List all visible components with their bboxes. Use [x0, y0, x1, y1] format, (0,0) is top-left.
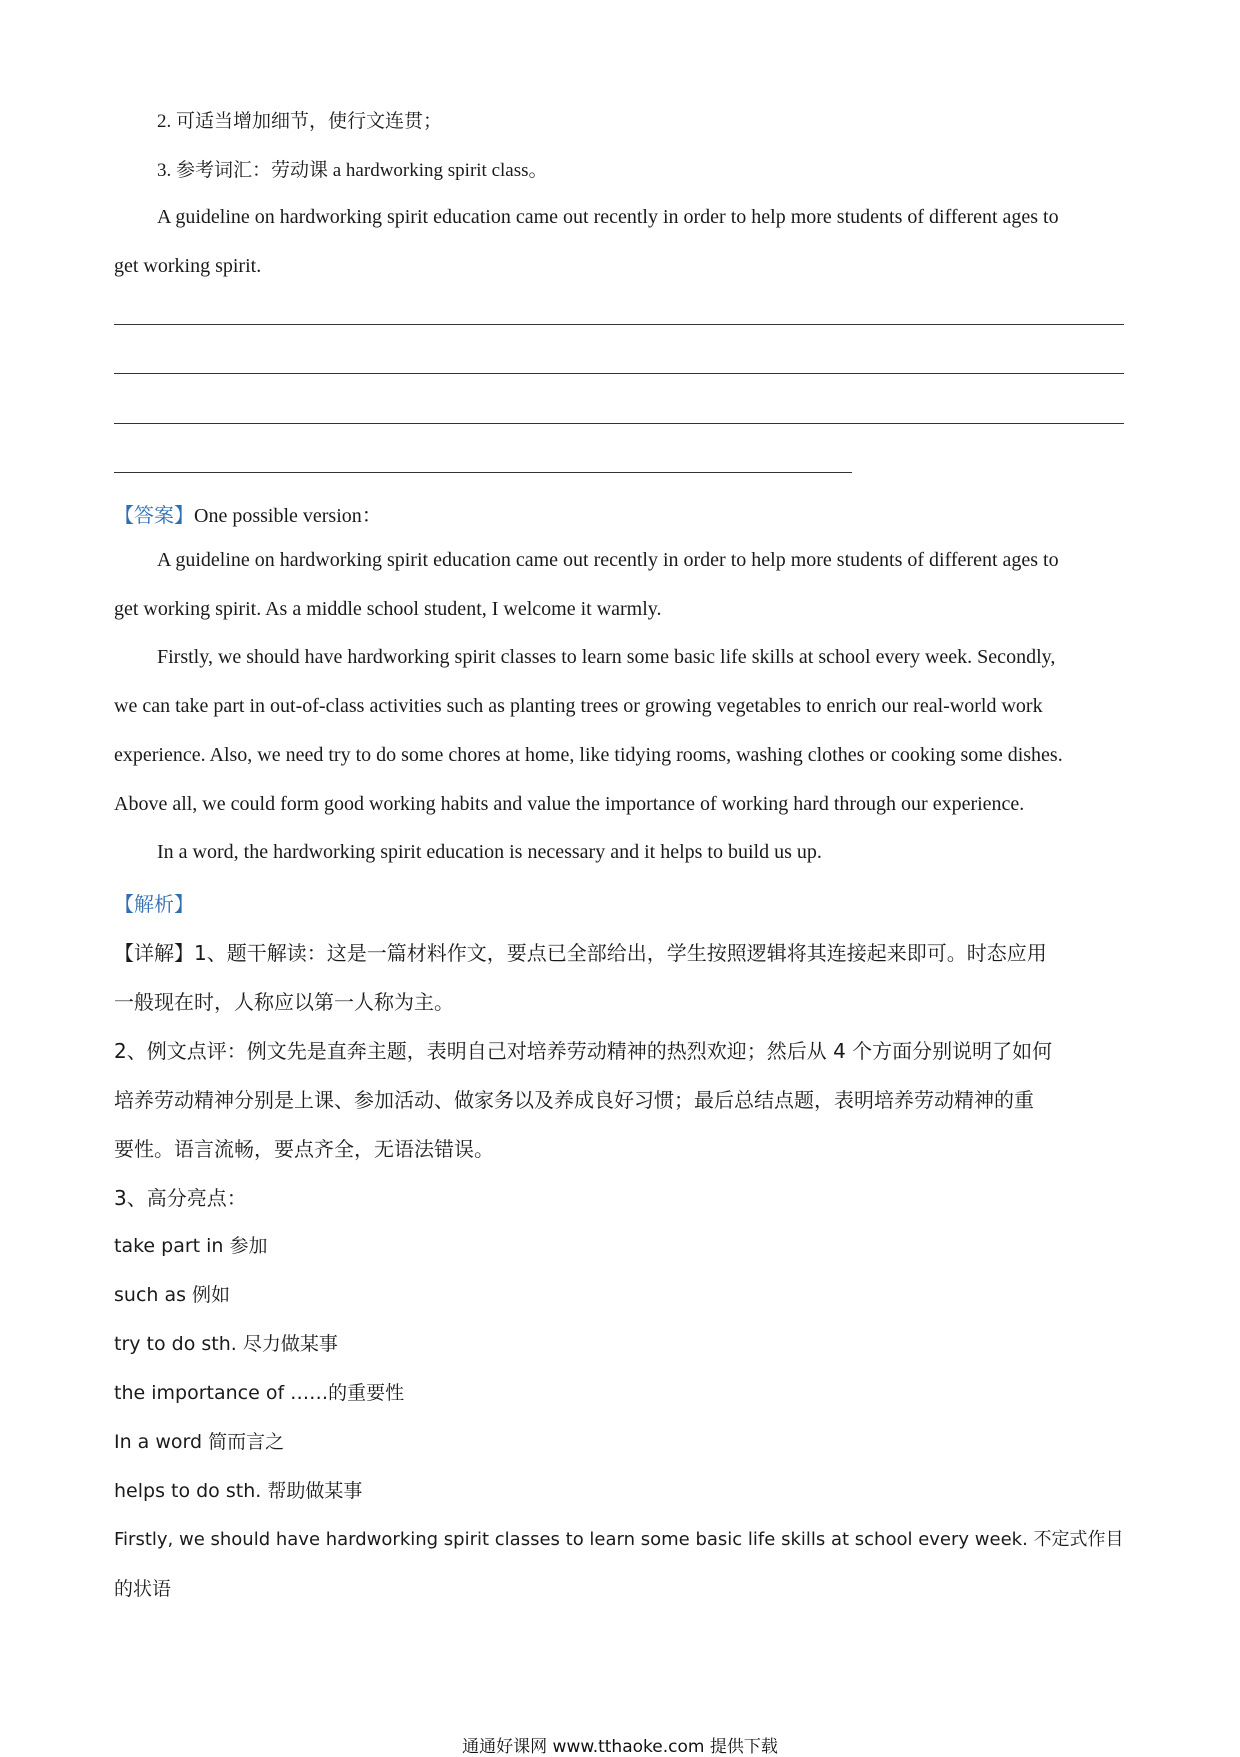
writing-line: [114, 373, 1124, 374]
highlight-item: take part in 参加: [114, 1235, 268, 1257]
review-line-1: 2、例文点评：例文先是直奔主题，表明自己对培养劳动精神的热烈欢迎；然后从 4 个方面分别说明了如何: [114, 1039, 1053, 1063]
analysis-tag: 【解析】: [114, 892, 194, 916]
review-line-3: 要性。语言流畅，要点齐全，无语法错误。: [114, 1137, 494, 1161]
highlight-item: In a word 简而言之: [114, 1431, 285, 1453]
detail-tag: 【详解】: [114, 941, 194, 965]
prompt-line-1: A guideline on hardworking spirit education came out recently in order to help more students of different ages to: [157, 206, 1059, 228]
answer-p3-line-1: In a word, the hardworking spirit education is necessary and it helps to build us up.: [157, 841, 822, 863]
answer-p2-line-4: Above all, we could form good working habits and value the importance of working hard through our experience.: [114, 793, 1025, 815]
review-line-2: 培养劳动精神分别是上课、参加活动、做家务以及养成良好习惯；最后总结点题，表明培养劳动精神的重: [114, 1088, 1034, 1112]
answer-heading: [114, 499, 382, 528]
answer-p2-line-3: experience. Also, we need try to do some chores at home, like tidying rooms, washing clothes or cooking some dishes.: [114, 744, 1063, 766]
answer-p1-line-2: get working spirit. As a middle school student, I welcome it warmly.: [114, 598, 662, 620]
detail-line-1: [114, 937, 1047, 966]
answer-label: One possible version：: [194, 505, 382, 527]
detail-line-2: 一般现在时，人称应以第一人称为主。: [114, 990, 454, 1014]
highlight-item: helps to do sth. 帮助做某事: [114, 1480, 363, 1502]
prompt-line-2: get working spirit.: [114, 255, 262, 277]
example-line-1: Firstly, we should have hardworking spirit classes to learn some basic life skills at school every week. 不定式作目: [114, 1529, 1124, 1550]
highlight-item: the importance of ……的重要性: [114, 1382, 405, 1404]
example-line-2: 的状语: [114, 1578, 172, 1600]
answer-tag: 【答案】: [114, 503, 194, 527]
writing-line: [114, 324, 1124, 325]
answer-p1-line-1: A guideline on hardworking spirit education came out recently in order to help more students of different ages to: [157, 549, 1059, 571]
highlights-title: 3、高分亮点：: [114, 1186, 247, 1210]
detail-text-1: 1、题干解读：这是一篇材料作文，要点已全部给出，学生按照逻辑将其连接起来即可。时态应用: [194, 941, 1047, 965]
highlight-item: try to do sth. 尽力做某事: [114, 1333, 338, 1355]
answer-p2-line-1: Firstly, we should have hardworking spirit classes to learn some basic life skills at school every week. Secondly,: [157, 646, 1056, 668]
highlight-item: such as 例如: [114, 1284, 231, 1306]
writing-line: [114, 423, 1124, 424]
writing-line: [114, 472, 852, 473]
requirement-item-2: 2. 可适当增加细节，使行文连贯；: [157, 111, 443, 132]
footer-credit: 通通好课网 www.tthaoke.com 提供下载: [462, 1737, 778, 1757]
answer-p2-line-2: we can take part in out-of-class activities such as planting trees or growing vegetables to enrich our real-world work: [114, 695, 1043, 717]
requirement-item-3: 3. 参考词汇：劳动课 a hardworking spirit class。: [157, 160, 548, 181]
